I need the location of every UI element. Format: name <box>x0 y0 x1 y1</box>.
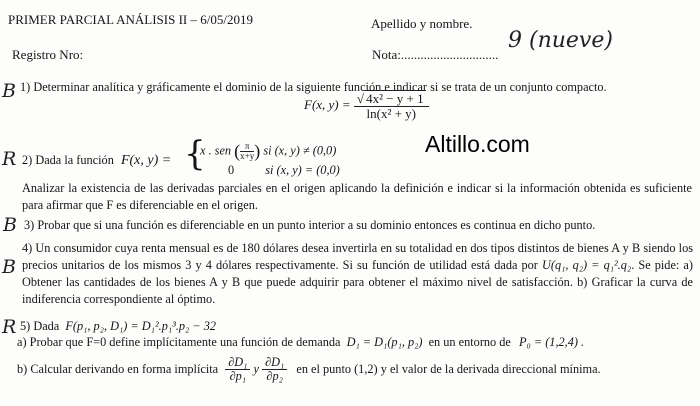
grade-mark-4: B <box>2 256 16 278</box>
question-5-lead: 5) Dada F(p₁, p₂, D₁) = D₁².p₁³.p₂ − 32 <box>20 319 217 333</box>
q1-fraction <box>354 92 429 120</box>
question-1-text: 1) Determinar analítica y gráficamente el dominio de la siguiente función e indicar si se trata de un conjunto compacto. <box>20 80 607 94</box>
q2-case-1: x . sen ( $\frac{\pi}{x+y}$ ) si (x, y) ≠ (0,0) <box>200 140 337 161</box>
question-4-text: 4) Un consumidor cuya renta mensual es de 180 dólares desea invertirla en su totalidad en dos tipos distintos de bienes A y B siendo los precios unitarios de los mismos 3 y 4 dólares respectivamente. Si su función de utilidad está dada por U(q₁, q₂) = q₁².q₂. Se pide: a) Obtener las cantidades de los bienes A y B que puede adquirir para obtener el máximo nivel de satisfacción. b) Graficar la curva de indiferencia correspondiente al óptimo. <box>22 241 693 306</box>
q5b-fraction-1: $\frac{\text{∂D₁}}{\text{∂p₁}}$ <box>225 356 250 383</box>
q5b-fraction-2: $\frac{\text{∂D₁}}{\text{∂p₂}}$ <box>262 356 287 383</box>
q2-fname: F(x, y) = <box>120 153 172 168</box>
registro-label: Registro Nro: <box>12 47 84 62</box>
q1-lhs: F(x, y) = <box>304 97 351 113</box>
q4-utility-formula: U(q₁, q₂) = q₁².q₂ <box>542 258 632 272</box>
question-1-formula <box>304 92 429 120</box>
grade-mark-5: R <box>2 316 17 338</box>
question-2-body: Analizar la existencia de las derivadas parciales en el origen aplicando la definición e indicar si la información obtenida es suficiente para afirmar que F es diferenciable en el origen. <box>22 181 692 212</box>
q1-denominator: ln(x² + y) <box>366 105 417 121</box>
apellido-label: Apellido y nombre. <box>371 16 473 31</box>
q2-case1-fraction: $\frac{\pi}{x+y}$ <box>240 140 255 161</box>
exam-title: PRIMER PARCIAL ANÁLISIS II – 6/05/2019 <box>8 12 253 27</box>
question-5a: a) Probar que F=0 define implícitamente una función de demanda D₁ = D₁(p₁, p₂) en un entorno de P₀ = (1,2,4) . <box>17 335 585 349</box>
question-3-text: 3) Probar que si una función es diferenciable en un punto interior a su dominio entonces es continua en dicho punto. <box>24 218 596 232</box>
q2-brace: { <box>184 134 206 174</box>
question-5b: b) Calcular derivando en forma implícita $\frac{\text{∂D₁}}{\text{∂p₁}}$ y $\frac{\text{∂D₁}}{\text{∂p₂}}$ en el punto (1,2) y el valor de la derivada direccional mínima. <box>17 355 601 383</box>
q2-case-2: 0 si (x, y) = (0,0) <box>228 163 340 177</box>
nota-label: Nota: <box>372 47 401 62</box>
q5-formula: F(p₁, p₂, D₁) = D₁².p₁³.p₂ − 32 <box>65 319 217 333</box>
watermark-text: Altillo.com <box>425 131 530 157</box>
question-2-lead: 2) Dada la función F(x, y) = <box>22 153 172 168</box>
handwritten-grade: 9 (nueve) <box>508 28 613 53</box>
grade-mark-2: R <box>2 148 17 170</box>
nota-field <box>372 47 498 63</box>
q1-numerator: √ 4x² − y + 1 <box>354 92 429 107</box>
grade-mark-3: B <box>3 214 17 236</box>
grade-mark-1: B <box>2 80 16 102</box>
nota-dots: .............................. <box>400 47 499 62</box>
